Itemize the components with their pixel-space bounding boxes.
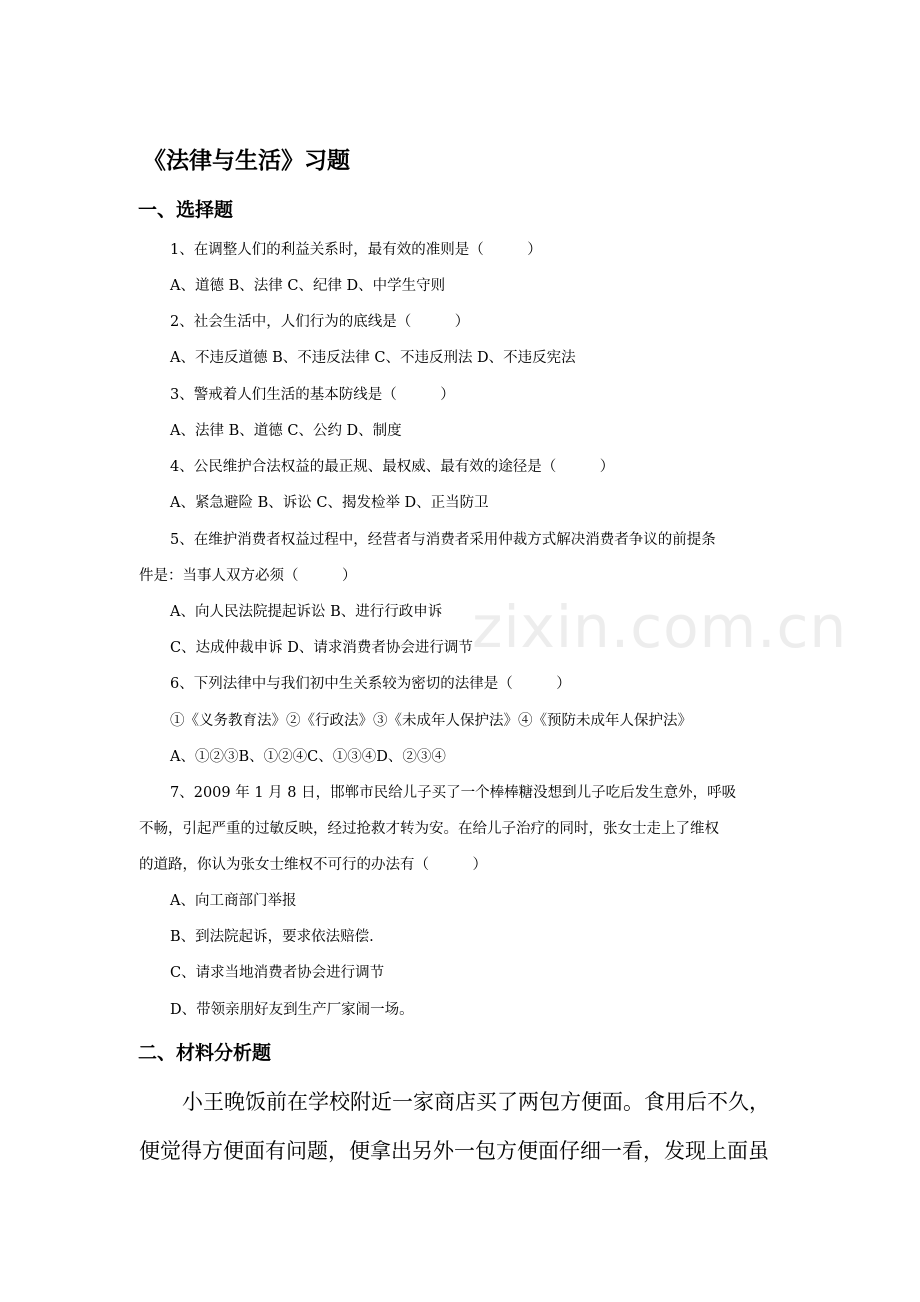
question-7-line-2: 不畅，引起严重的过敏反映，经过抢救才转为安。在给儿子治疗的同时，张女士走上了维权 [139,821,719,837]
material-paragraph-line-2: 便觉得方便面有问题，便拿出另外一包方便面仔细一看，发现上面虽 [139,1139,769,1163]
question-4: 4、公民维护合法权益的最正规、最权威、最有效的途径是（ ） [170,459,615,475]
question-7-option-b: B、到法院起诉，要求依法赔偿. [170,929,374,945]
question-2-options: A、不违反道德 B、不违反法律 C、不违反刑法 D、不违反宪法 [170,350,576,366]
question-5-options-2: C、达成仲裁申诉 D、请求消费者协会进行调节 [170,640,473,656]
question-7-line-3: 的道路，你认为张女士维权不可行的办法有（ ） [139,857,487,873]
question-2: 2、社会生活中，人们行为的底线是（ ） [170,314,470,330]
question-1-options: A、道德 B、法律 C、纪律 D、中学生守则 [170,278,446,294]
question-3-options: A、法律 B、道德 C、公约 D、制度 [170,423,402,439]
question-7-line-1: 7、2009 年 1 月 8 日，邯郸市民给儿子买了一个棒棒糖没想到儿子吃后发生意外，呼吸 [170,785,737,801]
question-7-option-c: C、请求当地消费者协会进行调节 [170,965,385,981]
question-5-options-1: A、向人民法院提起诉讼 B、进行行政申诉 [170,604,443,620]
question-6: 6、下列法律中与我们初中生关系较为密切的法律是（ ） [170,676,571,692]
question-4-options: A、紧急避险 B、诉讼 C、揭发检举 D、正当防卫 [170,495,489,511]
question-5-line-1: 5、在维护消费者权益过程中，经营者与消费者采用仲裁方式解决消费者争议的前提条 [170,532,716,548]
watermark: zixin.com.cn [472,593,848,661]
question-1: 1、在调整人们的利益关系时，最有效的准则是（ ） [170,242,542,258]
section-heading-material: 二、材料分析题 [138,1042,272,1064]
question-5-line-2: 件是：当事人双方必须（ ） [139,568,357,584]
question-6-items: ①《义务教育法》②《行政法》③《未成年人保护法》④《预防未成年人保护法》 [170,713,692,729]
material-paragraph-line-1: 小王晚饭前在学校附近一家商店买了两包方便面。食用后不久， [182,1090,770,1114]
question-7-option-a: A、向工商部门举报 [170,893,297,909]
question-6-options: A、①②③B、①②④C、①③④D、②③④ [170,749,446,765]
question-3: 3、警戒着人们生活的基本防线是（ ） [170,387,455,403]
document-title: 《法律与生活》习题 [143,148,350,174]
section-heading-choice: 一、选择题 [138,199,234,221]
question-7-option-d: D、带领亲朋好友到生产厂家闹一场。 [170,1002,414,1018]
